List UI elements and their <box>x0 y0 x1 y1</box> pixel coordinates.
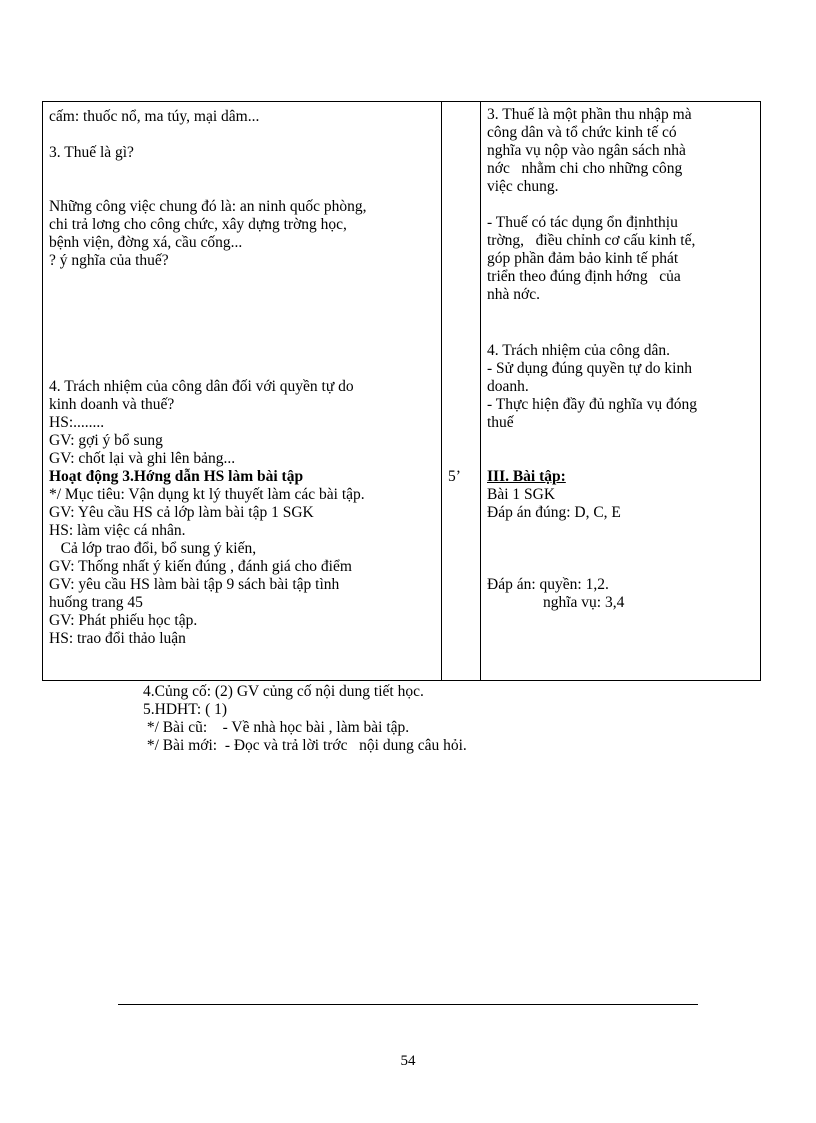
text-line: */ Bài mới: - Đọc và trả lời trớc nội dung câu hỏi. <box>143 737 467 754</box>
text-line: việc chung. <box>487 178 559 195</box>
text-line: HS: làm việc cá nhân. <box>49 522 186 539</box>
text-line: 4. Trách nhiệm của công dân. <box>487 342 670 359</box>
text-line: 4.Củng cố: (2) GV củng cố nội dung tiết học. <box>143 683 424 700</box>
text-line: 5.HDHT: ( 1) <box>143 701 228 718</box>
text-line: GV: Thống nhất ý kiến đúng , đánh giá cho điểm <box>49 558 352 575</box>
text-line: trờng, điều chỉnh cơ cấu kinh tế, <box>487 232 696 249</box>
text-line: - Thực hiện đầy đủ nghĩa vụ đóng <box>487 396 698 413</box>
text-line: thuế <box>487 414 514 431</box>
text-line: - Thuế có tác dụng ổn địnhthịu <box>487 214 678 231</box>
text-line: GV: Phát phiếu học tập. <box>49 612 198 629</box>
text-line: Đáp án: quyền: 1,2. <box>487 576 609 593</box>
footer-divider <box>118 1004 698 1005</box>
text-line: GV: chốt lại và ghi lên bảng... <box>49 450 236 467</box>
text-line: cấm: thuốc nổ, ma túy, mại dâm... <box>49 108 260 125</box>
text-line: GV: yêu cầu HS làm bài tập 9 sách bài tập tình <box>49 576 340 593</box>
exercise-heading: III. Bài tập: <box>487 468 566 485</box>
text-line: ? ý nghĩa của thuế? <box>49 252 169 269</box>
text-line: GV: Yêu cầu HS cả lớp làm bài tập 1 SGK <box>49 504 314 521</box>
activity-heading: Hoạt động 3.Hớng dẫn HS làm bài tập <box>49 468 304 485</box>
text-line: 3. Thuế là gì? <box>49 144 134 161</box>
text-line: nớc nhằm chi cho những công <box>487 160 683 177</box>
text-line: kinh doanh và thuế? <box>49 396 175 413</box>
text-line: nghĩa vụ: 3,4 <box>543 594 625 611</box>
page-number: 54 <box>400 1053 416 1069</box>
text-line: Những công việc chung đó là: an ninh quốc phòng, <box>49 198 367 215</box>
content-column <box>481 102 760 680</box>
text-line: chi trả lơng cho công chức, xây dựng trờng học, <box>49 216 347 233</box>
text-line: nhà nớc. <box>487 286 540 303</box>
text-line: bệnh viện, đờng xá, cầu cống... <box>49 234 243 251</box>
text-line: góp phần đảm bảo kinh tế phát <box>487 250 679 267</box>
text-line: Cả lớp trao đổi, bổ sung ý kiến, <box>49 540 257 557</box>
time-column <box>442 102 481 680</box>
text-line: */ Mục tiêu: Vận dụng kt lý thuyết làm các bài tập. <box>49 486 365 503</box>
text-line: HS:........ <box>49 414 105 431</box>
text-line: huống trang 45 <box>49 594 143 611</box>
text-line: 4. Trách nhiệm của công dân đối với quyền tự do <box>49 378 354 395</box>
text-line: HS: trao đổi thảo luận <box>49 630 186 647</box>
text-line: 3. Thuế là một phần thu nhập mà <box>487 106 692 123</box>
lesson-table <box>42 101 761 681</box>
text-line: GV: gợi ý bổ sung <box>49 432 163 449</box>
text-line: doanh. <box>487 378 529 395</box>
text-line: - Sử dụng đúng quyền tự do kinh <box>487 360 692 377</box>
activities-column <box>43 102 442 680</box>
text-line: */ Bài cũ: - Về nhà học bài , làm bài tập. <box>143 719 410 736</box>
text-line: công dân và tổ chức kinh tế có <box>487 124 677 141</box>
text-line: Bài 1 SGK <box>487 486 556 503</box>
time-value: 5’ <box>448 468 461 485</box>
text-line: triển theo đúng định hớng của <box>487 268 681 285</box>
text-line: Đáp án đúng: D, C, E <box>487 504 621 521</box>
text-line: nghĩa vụ nộp vào ngân sách nhà <box>487 142 686 159</box>
